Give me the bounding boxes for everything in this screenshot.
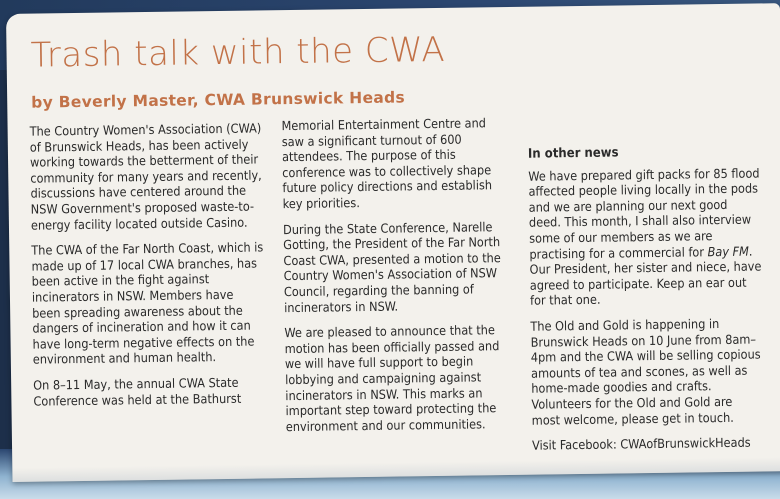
article-byline: by Beverly Master, CWA Brunswick Heads — [31, 88, 406, 112]
other-news-heading: In other news — [527, 145, 619, 162]
col1-paragraph-1: The Country Women's Association (CWA) of Brunswick Heads, has been actively working towards the betterment of their community for many years and recently, discussions have centered around the NSW Government's proposed waste-to-energy facility located outside Casino. — [29, 120, 262, 233]
radio-station-name: Bay FM — [707, 243, 749, 259]
col1-paragraph-2: The CWA of the Far North Coast, which is made up of 17 local CWA branches, has been active in the fight against incinerators in NSW. Members have been spreading awareness about the dangers of incineration and how it can have long-term negative effects on the environment and human health. — [31, 239, 264, 367]
magazine-page — [6, 3, 780, 482]
other-news-p1-end: . Our President, her sister and niece, have agreed to participate. Keep an ear out for that one. — [529, 243, 762, 309]
column-1 — [30, 120, 266, 418]
col1-paragraph-3: On 8–11 May, the annual CWA State Conference was held at the Bathurst — [33, 374, 242, 409]
article-title: Trash talk with the CWA — [30, 29, 446, 76]
facebook-link: Visit Facebook: CWAofBrunswickHeads — [531, 434, 751, 453]
col2-paragraph-3: We are pleased to announce that the motion has been officially passed and we will have full support to begin lobbying and campaigning against incinerators in NSW. This marks an important step toward protecting the environment and our communities. — [284, 322, 500, 434]
col2-paragraph-1: Memorial Entertainment Centre and saw a significant turnout of 600 attendees. The purpose of this conference was to collectively shape future policy directions and establish key priorities. — [281, 115, 493, 212]
column-3-other-news — [528, 143, 764, 463]
other-news-paragraph-1 — [528, 165, 762, 309]
col2-paragraph-2: During the State Conference, Narelle Gotting, the President of the Far North Coast CWA, presented a motion to the Country Women's Association of NSW Council, regarding the banning of incinerators in NSW. — [282, 218, 501, 315]
column-2 — [281, 115, 508, 444]
other-news-p1-start: We have prepared gift packs for 85 flood affected people living locally in the pods and we are planning our next good deed. This month, I shall also interview some of our members as we are practising for a commercial for — [528, 165, 760, 262]
other-news-paragraph-2: The Old and Gold is happening in Brunswick Heads on 10 June from 8am–4pm and the CWA will be selling copious amounts of tea and scones, as well as home-made goodies and crafts. Volunteers for the Old and Gold are most welcome, please get in touch. — [530, 316, 761, 428]
